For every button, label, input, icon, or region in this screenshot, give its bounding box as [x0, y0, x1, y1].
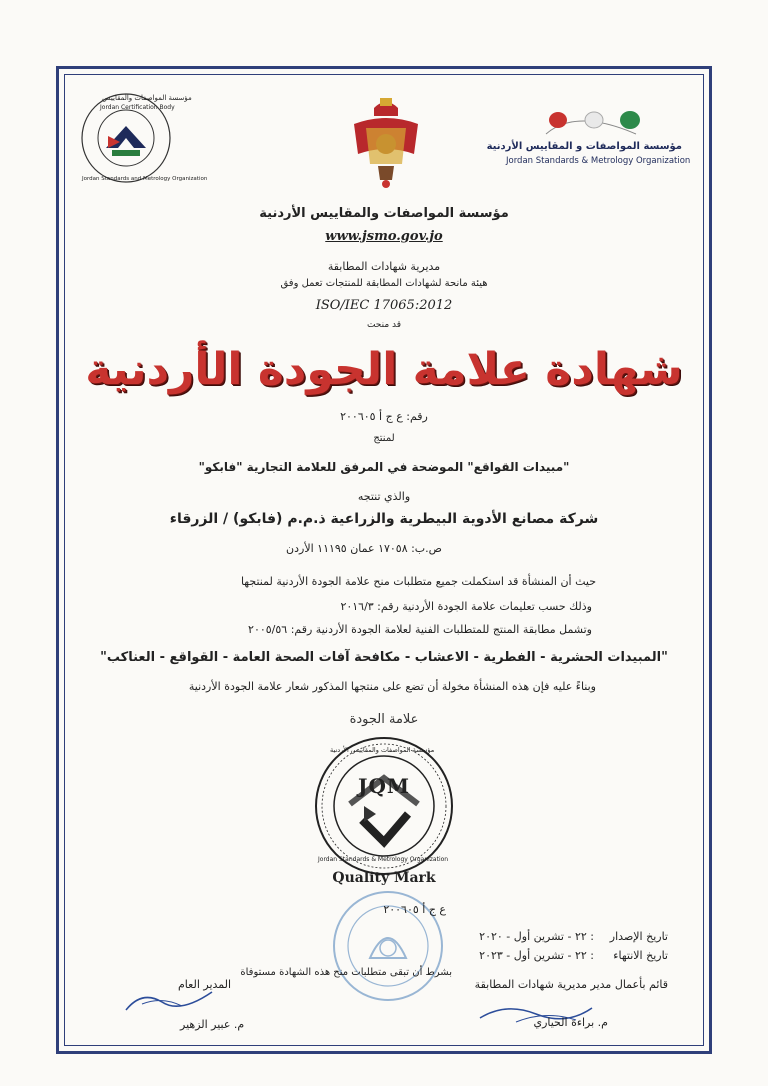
- requirements-paragraph: حيث أن المنشأة قد استكملت جميع متطلبات منح علامة الجودة الأردنية لمنتجها: [240, 575, 596, 588]
- seal-text-en1: Jordan Certification Body: [100, 104, 175, 111]
- company-name: شركة مصانع الأدوية البيطرية والزراعية ذ.م.م (فابكو) / الزرقاء: [169, 511, 599, 527]
- technical-requirements-paragraph: وتشمل مطابقة المنتج للمتطلبات الفنية لعلامة الجودة الأردنية رقم: ٢٠٠٥/٥٦: [248, 623, 592, 636]
- quality-mark-ring-en: Jordan Standards & Metrology Organization: [318, 856, 449, 863]
- iso-standard: ISO/IEC 17065:2012: [315, 298, 453, 313]
- quality-mark-caption: Quality Mark: [332, 870, 436, 886]
- quality-mark-ring-ar: مؤسسة المواصفات والمقاييس الأردنية: [330, 746, 435, 754]
- jsmo-logo-en: Jordan Standards & Metrology Organization: [506, 156, 691, 166]
- company-address: ص.ب: ١٧٠٥٨ عمان ١١١٩٥ الأردن: [286, 542, 442, 555]
- produced-by-label: والذي تنتجه: [357, 490, 411, 503]
- coat-of-arms-emblem: [344, 94, 428, 190]
- product-name: "مبيدات القواقع" الموضحة في المرفق للعلامة التجارية "فابكو": [198, 460, 570, 474]
- certificate-number: رقم: ع ج أ ٢٠٠٦٠٥: [340, 410, 428, 423]
- seal-text-ar: مؤسسة المواصفات والمقاييس: [102, 94, 192, 102]
- expiry-date-label: تاريخ الانتهاء: [613, 949, 668, 962]
- directorate: مديرية شهادات المطابقة: [327, 260, 441, 273]
- left-signature: [122, 986, 218, 1016]
- right-signatory-name: م. براءة الحياري: [533, 1016, 608, 1029]
- issue-date-value: : ٢٢ - تشرين أول - ٢٠٢٠: [479, 930, 594, 943]
- grants-label: قد منحت: [366, 320, 402, 330]
- issue-date-label: تاريخ الإصدار: [609, 930, 668, 943]
- for-product-label: لمنتج: [373, 433, 395, 444]
- left-signatory-name: م. عبير الزهير: [180, 1018, 245, 1031]
- org-website: www.jsmo.gov.jo: [325, 229, 443, 244]
- accreditation-note: هيئة مانحة لشهادات المطابقة للمنتجات تعمل وفق: [280, 278, 488, 289]
- certificate-title: شهادة علامة الجودة الأردنية: [85, 344, 683, 395]
- authorization-paragraph: وبناءً عليه فإن هذه المنشأة مخولة أن تضع على منتجها المذكور شعار علامة الجودة الأردنية: [188, 680, 596, 693]
- org-name: مؤسسة المواصفات والمقاييس الأردنية: [259, 206, 509, 221]
- scope-list: "المبيدات الحشرية - الفطرية - الاعشاب - مكافحة آفات الصحة العامة - القواقع - العناكب": [100, 650, 668, 665]
- seal-text-en2: Jordan Standards and Metrology Organization: [82, 176, 208, 182]
- quality-mark-logo-text: JQM: [357, 774, 411, 798]
- certificate-code: ع ج أ ٢٠٠٦٠٥: [383, 903, 446, 916]
- left-signatory-title: المدير العام: [178, 978, 232, 991]
- jsmo-logo-ar: مؤسسة المواصفات و المقاييس الأردنية: [486, 141, 682, 152]
- quality-mark-heading: علامة الجودة: [349, 712, 419, 727]
- jsmo-logo-graphic: [536, 104, 646, 138]
- expiry-date-value: : ٢٢ - تشرين أول - ٢٠٢٣: [479, 949, 594, 962]
- instructions-paragraph: وذلك حسب تعليمات علامة الجودة الأردنية رقم: ٢٠١٦/٣: [340, 600, 592, 613]
- right-signatory-title: قائم بأعمال مدير مديرية شهادات المطابقة: [474, 978, 668, 991]
- validity-note: بشرط أن تبقى متطلبات منح هذه الشهادة مستوفاة: [240, 967, 452, 978]
